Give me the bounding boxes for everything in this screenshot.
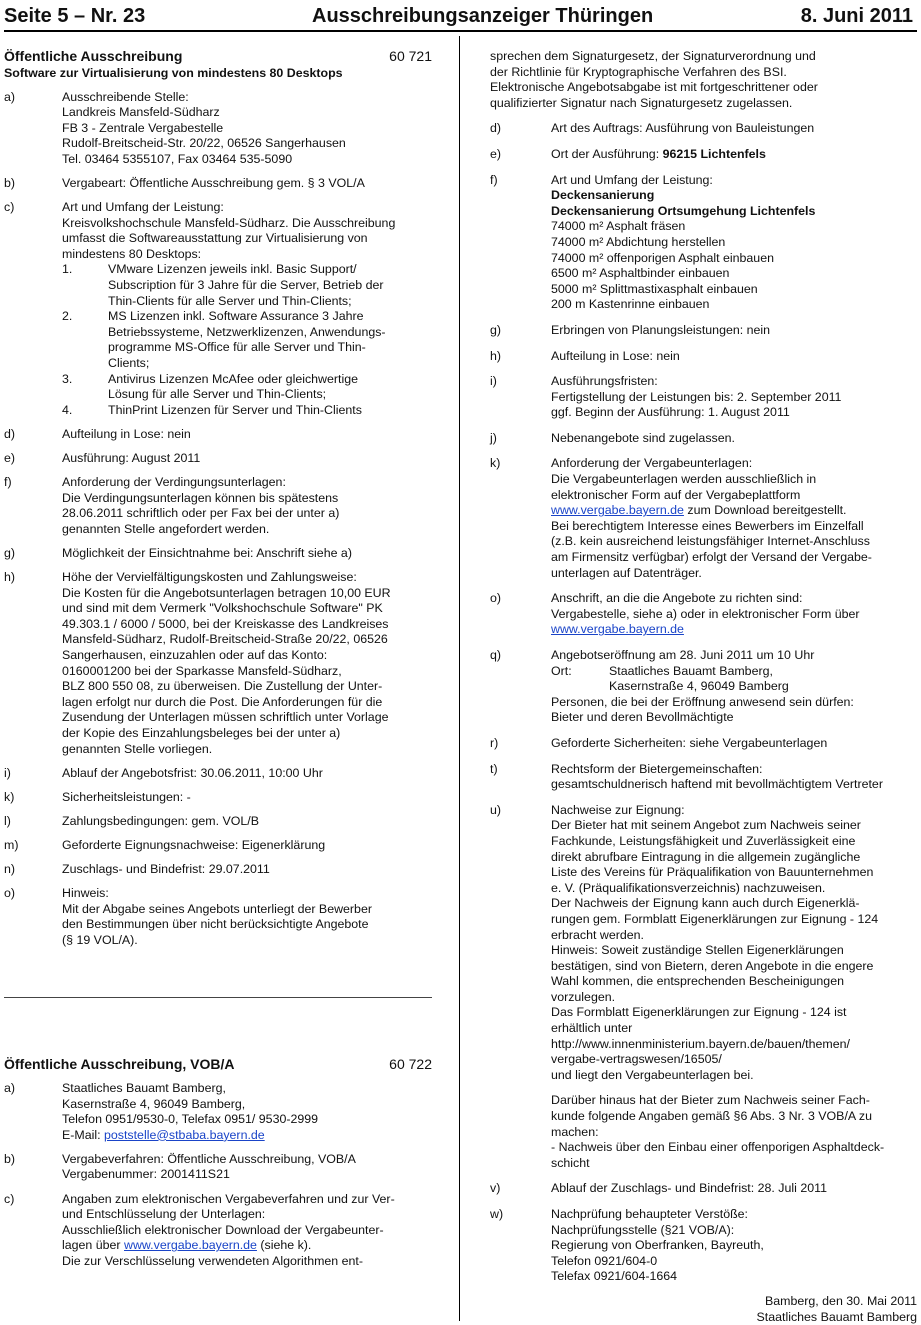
text-line: genannten Stelle angefordert werden. (62, 521, 270, 536)
text-line: Lösung für alle Server und Thin-Clients; (108, 387, 327, 402)
text-line: Ablauf der Angebotsfrist: 30.06.2011, 10:00 Uhr (62, 765, 323, 780)
vergabe-link[interactable]: www.vergabe.bayern.de (551, 503, 684, 518)
text-line: Anschrift, an die die Angebote zu richten sind: (551, 591, 803, 606)
text-line: mindestens 80 Desktops: (62, 246, 202, 261)
text-line: Mansfeld-Südharz, Rudolf-Breitscheid-Straße 20/22, 06526 (62, 632, 388, 647)
text-line: vergabe-vertragswesen/16505/ (551, 1052, 722, 1067)
text-line: Staatliches Bauamt Bamberg, (62, 1081, 226, 1095)
text-line: genannten Stelle vorliegen. (62, 741, 213, 756)
text-line: - Nachweis über den Einbau einer offenporigen Asphaltdeck- (551, 1140, 885, 1155)
page-number: Seite 5 – Nr. 23 (4, 5, 146, 27)
text-line: Bamberg, den 30. Mai 2011 (765, 1294, 917, 1308)
text-line: Nachprüfung behaupteter Verstöße: (551, 1207, 749, 1221)
item-k: k) Anforderung der Vergabeunterlagen: Die Vergabeunterlagen werden ausschließlich in elektronischer Form auf der Vergabeplattform www.vergabe.bayern.de zum Download bereitgestellt. Bei berechtigtem Interesse eines Bewerbers im Einzelfall (z.B. kein ausreichend leistungsfähiger Internet-Anschluss am Firmensitz verfügbar) erfolgt der Versand der Vergabe- unterlagen auf Datenträger. (490, 456, 918, 581)
item-a: a) Ausschreibende Stelle: Landkreis Mansfeld-Südharz FB 3 - Zentrale Vergabestelle Rudolf-Breitscheid-Str. 20/22, 06526 Sangerhausen Tel. 03464 5355107, Fax 03464 535-5090 (4, 90, 432, 168)
text-line: Art und Umfang der Leistung: (62, 200, 224, 215)
text-line: 28.06.2011 schriftlich oder per Fax bei der unter a) (62, 506, 340, 521)
text-line: Möglichkeit der Einsichtnahme bei: Anschrift siehe a) (62, 545, 352, 560)
text-line: 74000 m² Abdichtung herstellen (551, 234, 726, 249)
item-q: q) Angebotseröffnung am 28. Juni 2011 um 10 Uhr Ort: Staatliches Bauamt Bamberg, Kasernstraße 4, 96049 Bamberg Personen, die bei der Eröffnung anwesend sein dürfen: Bieter und deren Bevollmächtigte (490, 648, 918, 726)
header-rule (4, 30, 917, 32)
sub-item: 2. MS Lizenzen inkl. Software Assurance 3 Jahre Betriebssysteme, Netzwerklizenzen, Anwendungs- programme MS-Office für alle Server und Thin- Clients; (62, 309, 432, 371)
text-line: Geforderte Sicherheiten: siehe Vergabeunterlagen (551, 735, 828, 750)
text-line: (§ 19 VOL/A). (62, 932, 138, 947)
notice-title: Öffentliche Ausschreibung 60 721 (4, 48, 432, 64)
item-a: a) Staatliches Bauamt Bamberg, Kasernstraße 4, 96049 Bamberg, Telefon 0951/9530-0, Telefax 0951/ 9530-2999 E-Mail: poststelle@stbaba.bayern.de (4, 1081, 432, 1143)
page-header (4, 3, 917, 29)
publication-title: Ausschreibungsanzeiger Thüringen (312, 5, 654, 27)
sub-item: 1. VMware Lizenzen jeweils inkl. Basic Support/ Subscription für 3 Jahre für die Server, Betrieb der Thin-Clients für alle Server und Thin-Clients; (62, 262, 432, 309)
text-line: Kasernstraße 4, 96049 Bamberg (609, 679, 789, 694)
text-line: Höhe der Vervielfältigungskosten und Zahlungsweise: (62, 570, 357, 585)
text-line: Wahl kommen, die entsprechenden Bescheinigungen (551, 974, 844, 989)
email-link[interactable]: poststelle@stbaba.bayern.de (104, 1127, 265, 1142)
item-c: c) Angaben zum elektronischen Vergabeverfahren und zur Ver- und Entschlüsselung der Unterlagen: Ausschließlich elektronischer Download der Vergabeunter- lagen über www.vergabe.bayern.de (siehe k). Die zur Verschlüsselung verwendeten Algorithmen ent- (4, 1192, 432, 1270)
text-line: Ausführungsfristen: (551, 374, 658, 389)
text-line: 200 m Kastenrinne einbauen (551, 297, 710, 312)
text-line: Telefax 0921/604-1664 (551, 1269, 678, 1284)
item-n: n) Zuschlags- und Bindefrist: 29.07.2011 (4, 862, 432, 878)
notice-subtitle: Software zur Virtualisierung von mindestens 80 Desktops (4, 66, 343, 80)
text-line: Subscription für 3 Jahre für die Server, Betrieb der (108, 278, 384, 293)
continuation-text (490, 49, 918, 111)
text-line: bestätigen, sind von Bietern, deren Angebote in die engere (551, 958, 874, 973)
text-line: und sind mit dem Vermerk "Volkshochschule Software" PK (62, 601, 383, 616)
text-line: programme MS-Office für alle Server und Thin- (108, 340, 366, 355)
item-h: h) Aufteilung in Lose: nein (490, 349, 918, 365)
text-line: Das Formblatt Eigenerklärungen zur Eignung - 124 ist (551, 1005, 847, 1020)
text-line: Staatliches Bauamt Bamberg (756, 1309, 917, 1324)
text-line: sprechen dem Signaturgesetz, der Signaturverordnung und (490, 49, 816, 63)
text-line: schicht (551, 1155, 590, 1170)
vergabe-link[interactable]: www.vergabe.bayern.de (551, 622, 684, 637)
text-line: Vergabestelle, siehe a) oder in elektronischer Form über (551, 606, 860, 621)
item-c: c) Art und Umfang der Leistung: Kreisvolkshochschule Mansfeld-Südharz. Die Ausschreibung umfasst die Softwareausstattung zur Virtualisierung von mindestens 80 Desktops: 1. VMware Lizenzen jeweils inkl. Basic Support/ Subscription für 3 Jahre für die Server, Betrieb der Thin-Clients für alle Server und Thin-Clients; 2. MS Lizenzen inkl. Software Assurance 3 Jahre Betriebssysteme, Netzwerklizenzen, Anwendungs- programme MS-Office für alle Server und Thin- Clients; 3. Antivirus Lizenzen McAfee oder gleichwertige Lösung für alle Server und Thin-Clients; 4. ThinPrint Lizenzen für Server und Thin-Clients (4, 200, 432, 418)
text-line: Anforderung der Verdingungsunterlagen: (62, 475, 286, 490)
item-e: e) Ausführung: August 2011 (4, 451, 432, 467)
text-line: 49.303.1 / 6000 / 5000, bei der Kreiskasse des Landkreises (62, 616, 389, 631)
text-line: Sicherheitsleistungen: - (62, 789, 191, 804)
notice-number-2: 60 722 (389, 1055, 432, 1072)
text-line: Ausführung: August 2011 (62, 450, 201, 465)
text-line: ThinPrint Lizenzen für Server und Thin-Clients (108, 402, 362, 417)
text-line: Vergabeverfahren: Öffentliche Ausschreibung, VOB/A (62, 1151, 356, 1166)
item-b: b) Vergabeverfahren: Öffentliche Ausschreibung, VOB/A Vergabenummer: 2001411S21 (4, 1152, 432, 1183)
text-line: kunde folgende Angaben gemäß §6 Abs. 3 Nr. 3 VOB/A zu (551, 1109, 872, 1124)
text-line: Hinweis: (62, 886, 109, 901)
text-line: rungen gem. Formblatt Eigenerklärungen zur Eignung - 124 (551, 911, 879, 926)
item-f: f) Art und Umfang der Leistung: Deckensanierung Deckensanierung Ortsumgehung Lichtenfels 74000 m² Asphalt fräsen 74000 m² Abdichtung herstellen 74000 m² offenporigen Asphalt einbauen 6500 m² Asphaltbinder einbauen 5000 m² Splittmastixasphalt einbauen 200 m Kastenrinne einbauen (490, 173, 918, 313)
text-line: Ausschließlich elektronischer Download der Vergabeunter- (62, 1222, 384, 1237)
text-line: der Kopie des Einzahlungsbeleges bei der unter a) (62, 725, 341, 740)
text-line: qualifizierter Signatur nach Signaturgesetz zugelassen. (490, 95, 793, 110)
text-line: vorzulegen. (551, 989, 616, 1004)
text-line: direkt abrufbare Eintragung in die allgemein zugängliche (551, 849, 861, 864)
item-r: r) Geforderte Sicherheiten: siehe Vergabeunterlagen (490, 736, 918, 752)
text-line: Ablauf der Zuschlags- und Bindefrist: 28. Juli 2011 (551, 1181, 827, 1196)
text-line: Mit der Abgabe seines Angebots unterliegt der Bewerber (62, 901, 372, 916)
text-line: BLZ 800 550 08, zu überweisen. Die Zustellung der Unter- (62, 679, 383, 694)
text-line: umfasst die Softwareausstattung zur Virtualisierung von (62, 231, 368, 246)
text-line: Nachprüfungsstelle (§21 VOB/A): (551, 1222, 735, 1237)
item-o: o) Hinweis: Mit der Abgabe seines Angebots unterliegt der Bewerber den Bestimmungen über nicht berücksichtigte Angebote (§ 19 VOL/A). (4, 886, 432, 948)
text-line: erbracht werden. (551, 927, 644, 942)
text-line: Clients; (108, 356, 150, 370)
text-line: 6500 m² Asphaltbinder einbauen (551, 266, 730, 281)
text-line: Zahlungsbedingungen: gem. VOL/B (62, 813, 260, 828)
item-i: i) Ausführungsfristen: Fertigstellung der Leistungen bis: 2. September 2011 ggf. Beginn der Ausführung: 1. August 2011 (490, 374, 918, 421)
signature-block (700, 1294, 917, 1325)
text-line: und Entschlüsselung der Unterlagen: (62, 1207, 266, 1222)
item-t: t) Rechtsform der Bietergemeinschaften: gesamtschuldnerisch haftend mit bevollmächtigtem Vertreter (490, 762, 918, 793)
item-e: e) Ort der Ausführung: 96215 Lichtenfels (490, 146, 766, 161)
text-line: gesamtschuldnerisch haftend mit bevollmächtigtem Vertreter (551, 777, 883, 792)
notice-number: 60 721 (389, 48, 432, 64)
text-line: Nebenangebote sind zugelassen. (551, 430, 735, 445)
text-line: Erbringen von Planungsleistungen: nein (551, 322, 771, 337)
text-line: Sangerhausen, einzuzahlen oder auf das Konto: (62, 648, 328, 662)
text-line: Zusendung der Unterlagen müssen schriftlich unter Vorlage (62, 710, 389, 725)
text-line: Staatliches Bauamt Bamberg, (609, 663, 773, 678)
text-line: Geforderte Eignungsnachweise: Eigenerklärung (62, 837, 326, 852)
text-line: Anforderung der Vergabeunterlagen: (551, 456, 753, 471)
text-line: lagen erfolgt nur durch die Post. Die Anforderungen für die (62, 694, 383, 709)
text-line: Regierung von Oberfranken, Bayreuth, (551, 1238, 764, 1253)
text-line: Landkreis Mansfeld-Südharz (62, 105, 220, 120)
text-line: machen: (551, 1124, 599, 1139)
text-line: Vergabenummer: 2001411S21 (62, 1167, 230, 1182)
text-line: (z.B. kein ausreichend leistungsfähiger Internet-Anschluss (551, 534, 870, 549)
text-line: Nachweise zur Eignung: (551, 802, 685, 817)
text-line: 0160001200 bei der Sparkasse Mansfeld-Südharz, (62, 663, 342, 678)
text-line: der Richtlinie für Kryptographische Verfahren des BSI. (490, 64, 787, 79)
notice-title-2: Öffentliche Ausschreibung, VOB/A 60 722 (4, 1055, 432, 1072)
text-line: Elektronische Angebotsabgabe ist mit fortgeschrittener oder (490, 80, 818, 95)
text-line: Aufteilung in Lose: nein (62, 426, 191, 441)
text-line: Fachkunde, Leistungsfähigkeit und Zuverlässigkeit eine (551, 833, 856, 848)
item-i: i) Ablauf der Angebotsfrist: 30.06.2011, 10:00 Uhr (4, 766, 432, 782)
text-line: den Bestimmungen über nicht berücksichtigte Angebote (62, 917, 369, 932)
vergabe-link[interactable]: www.vergabe.bayern.de (124, 1238, 257, 1253)
text-line: Vergabeart: Öffentliche Ausschreibung gem. § 3 VOL/A (62, 175, 365, 190)
text-line: Thin-Clients für alle Server und Thin-Clients; (108, 293, 352, 308)
item-l: l) Zahlungsbedingungen: gem. VOL/B (4, 814, 432, 830)
item-d: d) Art des Auftrags: Ausführung von Bauleistungen (490, 121, 918, 137)
text-line: 5000 m² Splittmastixasphalt einbauen (551, 281, 758, 296)
text-line: Betriebssysteme, Netzwerklizenzen, Anwendungs- (108, 324, 386, 339)
item-k: k) Sicherheitsleistungen: - (4, 790, 432, 806)
text-line: e. V. (Präqualifikationsverzeichnis) nachzuweisen. (551, 880, 826, 895)
item-h: h) Höhe der Vervielfältigungskosten und Zahlungsweise: Die Kosten für die Angebotsunterlagen betragen 10,00 EUR und sind mit dem Vermerk "Volkshochschule Software" PK 49.303.1 / 6000 / 5000, bei der Kreiskasse des Landkreises Mansfeld-Südharz, Rudolf-Breitscheid-Straße 20/22, 06526 Sangerhausen, einzuzahlen oder auf das Konto: 0160001200 bei der Sparkasse Mansfeld-Südharz, BLZ 800 550 08, zu überweisen. Die Zustellung der Unter- lagen erfolgt nur durch die Post. Die Anforderungen für die Zusendung der Unterlagen müssen schriftlich unter Vorlage der Kopie des Einzahlungsbeleges bei der unter a) genannten Stelle vorliegen. (4, 570, 432, 757)
text-line: Die Vergabeunterlagen werden ausschließlich in (551, 472, 817, 487)
item-w: w) Nachprüfung behaupteter Verstöße: Nachprüfungsstelle (§21 VOB/A): Regierung von Oberfranken, Bayreuth, Telefon 0921/604-0 Telefax 0921/604-1664 (490, 1207, 918, 1285)
text-line: http://www.innenministerium.bayern.de/bauen/themen/ (551, 1036, 850, 1051)
text-line: Aufteilung in Lose: nein (551, 348, 680, 363)
text-line: Liste des Vereins für Präqualifikation von Bauunternehmen (551, 865, 874, 880)
text-line: MS Lizenzen inkl. Software Assurance 3 Jahre (108, 309, 364, 324)
text-line: Art des Auftrags: Ausführung von Bauleistungen (551, 121, 815, 136)
text-line: Bieter und deren Bevollmächtigte (551, 710, 734, 725)
item-g: g) Möglichkeit der Einsichtnahme bei: Anschrift siehe a) (4, 546, 432, 562)
text-line: elektronischer Form auf der Vergabeplattform (551, 487, 801, 502)
item-v: v) Ablauf der Zuschlags- und Bindefrist: 28. Juli 2011 (490, 1181, 918, 1197)
text-line: Kreisvolkshochschule Mansfeld-Südharz. Die Ausschreibung (62, 215, 396, 230)
s1-items (4, 90, 432, 949)
text-line: ggf. Beginn der Ausführung: 1. August 2011 (551, 405, 790, 420)
text-line: Der Bieter hat mit seinem Angebot zum Nachweis seiner (551, 818, 861, 833)
text-line: Rechtsform der Bietergemeinschaften: (551, 761, 763, 776)
sub-item: 3. Antivirus Lizenzen McAfee oder gleichwertige Lösung für alle Server und Thin-Clients; (62, 372, 432, 403)
text-line: am Firmensitz verfügbar) erfolgt der Versand der Vergabe- (551, 550, 872, 565)
text-line: Tel. 03464 5355107, Fax 03464 535-5090 (62, 151, 293, 166)
text-line: Zuschlags- und Bindefrist: 29.07.2011 (62, 862, 270, 877)
text-line: Kasernstraße 4, 96049 Bamberg, (62, 1096, 246, 1111)
text-line: Personen, die bei der Eröffnung anwesend sein dürfen: (551, 694, 854, 709)
text-line: VMware Lizenzen jeweils inkl. Basic Support/ (108, 262, 357, 277)
text-line: Die Kosten für die Angebotsunterlagen betragen 10,00 EUR (62, 585, 391, 600)
left-column (4, 48, 432, 1270)
issue-date: 8. Juni 2011 (800, 5, 913, 27)
text-line: Antivirus Lizenzen McAfee oder gleichwertige (108, 371, 359, 386)
text-line: Ausschreibende Stelle: (62, 89, 189, 104)
text-line: unterlagen auf Datenträger. (551, 565, 702, 580)
text-line: Angaben zum elektronischen Vergabeverfahren und zur Ver- (62, 1191, 395, 1206)
text-line: Rudolf-Breitscheid-Str. 20/22, 06526 Sangerhausen (62, 136, 346, 151)
text-line: und liegt den Vergabeunterlagen bei. (551, 1067, 754, 1082)
item-b: b) Vergabeart: Öffentliche Ausschreibung gem. § 3 VOL/A (4, 176, 432, 192)
text-line: Darüber hinaus hat der Bieter zum Nachweis seiner Fach- (551, 1093, 870, 1108)
item-g: g) Erbringen von Planungsleistungen: nein (490, 323, 918, 339)
item-o: o) Anschrift, an die die Angebote zu richten sind: Vergabestelle, siehe a) oder in elektronischer Form über www.vergabe.bayern.de (490, 591, 918, 638)
text-line: 74000 m² offenporigen Asphalt einbauen (551, 250, 774, 265)
item-u: u) Nachweise zur Eignung: Der Bieter hat mit seinem Angebot zum Nachweis seiner Fachkunde, Leistungsfähigkeit und Zuverlässigkeit eine direkt abrufbare Eintragung in die allgemein zugängliche Liste des Vereins für Präqualifikation von Bauunternehmen e. V. (Präqualifikationsverzeichnis) nachzuweisen. Der Nachweis der Eignung kann auch durch Eigenerklä- rungen gem. Formblatt Eigenerklärungen zur Eignung - 124 erbracht werden. Hinweis: Soweit zuständige Stellen Eigenerklärungen bestätigen, sind von Bietern, deren Angebote in die engere Wahl kommen, die entsprechenden Bescheinigungen vorzulegen. Das Formblatt Eigenerklärungen zur Eignung - 124 ist erhältlich unter http://www.innenministerium.bayern.de/bauen/themen/ vergabe-vertragswesen/16505/ und liegt den Vergabeunterlagen bei. Darüber hinaus hat der Bieter zum Nachweis seiner Fach- kunde folgende Angaben gemäß §6 Abs. 3 Nr. 3 VOB/A zu machen: - Nachweis über den Einbau einer offenporigen Asphaltdeck- schicht (490, 803, 918, 1172)
column-divider (459, 36, 460, 1321)
text-line: Telefon 0951/9530-0, Telefax 0951/ 9530-2999 (62, 1112, 319, 1127)
sub-item: 4. ThinPrint Lizenzen für Server und Thin-Clients (62, 403, 432, 419)
text-line: 74000 m² Asphalt fräsen (551, 219, 686, 234)
item-j: j) Nebenangebote sind zugelassen. (490, 431, 918, 447)
text-line: Telefon 0921/604-0 (551, 1253, 658, 1268)
right-column (490, 49, 918, 1285)
text-line: Der Nachweis der Eignung kann auch durch Eigenerklä- (551, 896, 860, 911)
text-line: Hinweis: Soweit zuständige Stellen Eigenerklärungen (551, 943, 844, 958)
text-line: Fertigstellung der Leistungen bis: 2. September 2011 (551, 389, 842, 404)
item-m: m) Geforderte Eignungsnachweise: Eigenerklärung (4, 838, 432, 854)
text-line: FB 3 - Zentrale Vergabestelle (62, 120, 224, 135)
item-f: f) Anforderung der Verdingungsunterlagen: Die Verdingungsunterlagen können bis spätestens 28.06.2011 schriftlich oder per Fax bei der unter a) genannten Stelle angefordert werden. (4, 475, 432, 537)
text-line: Bei berechtigtem Interesse eines Bewerbers im Einzelfall (551, 518, 864, 533)
item-d: d) Aufteilung in Lose: nein (4, 427, 432, 443)
text-line: Die Verdingungsunterlagen können bis spätestens (62, 490, 339, 505)
text-line: erhältlich unter (551, 1021, 633, 1036)
